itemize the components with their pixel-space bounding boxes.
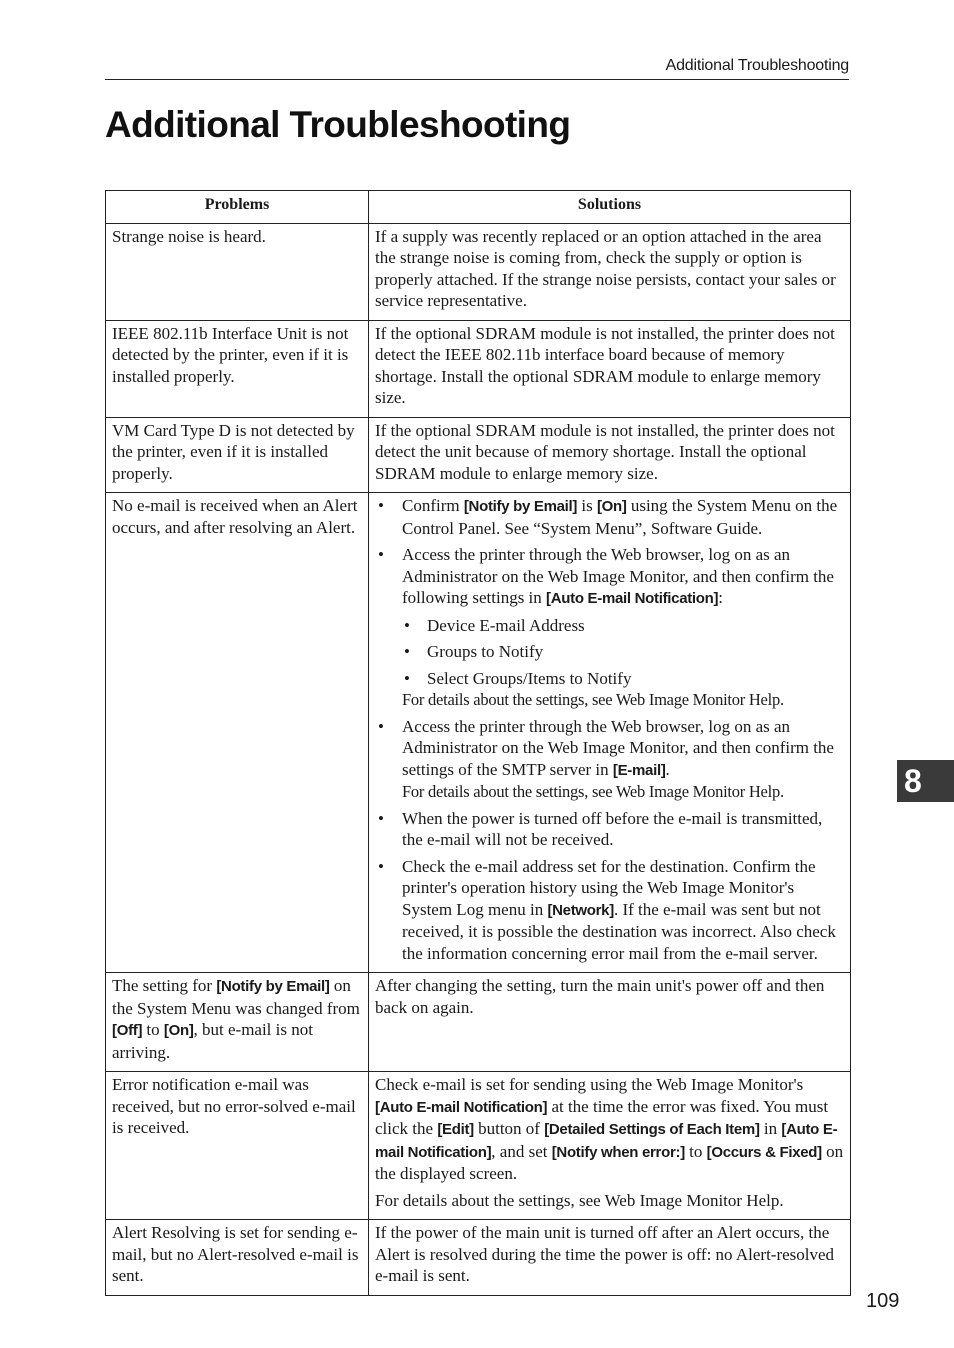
table-row [106, 1220, 851, 1296]
text-run: . [665, 759, 670, 779]
troubleshooting-table [105, 190, 851, 1296]
running-header: Additional Troubleshooting [665, 57, 849, 74]
table-row [106, 1072, 851, 1220]
menu-key: [Auto E-mail Notification] [546, 590, 719, 607]
page-number: 109 [866, 1290, 900, 1312]
text-run: at the time the error was fixed. You must click the [375, 1096, 829, 1138]
text-run: , but e-mail is not arriving. [112, 1020, 313, 1062]
list-item [375, 495, 844, 539]
table-row [106, 320, 851, 417]
solution-cell: If the power of the main unit is turned off after an Alert occurs, the Alert is resolved during the time the power is off: no Alert-resolved e-mail is sent. [369, 1220, 851, 1296]
menu-key: [Edit] [437, 1121, 474, 1138]
menu-key: [Auto E-mail Notification] [375, 1098, 548, 1116]
problem-cell: Alert Resolving is set for sending e-mail, but no Alert-resolved e-mail is sent. [106, 1220, 369, 1296]
problem-cell [106, 973, 369, 1072]
table-row [106, 973, 851, 1072]
table-row [106, 493, 851, 973]
menu-key: [Notify by Email] [463, 498, 578, 515]
list-item [375, 716, 844, 803]
menu-key: [Off] [112, 1022, 143, 1039]
text-run: . If the e-mail was sent but not received, it is possible the destination was incorrect. Also check the information concerning error mail from the e-mail server. [402, 899, 836, 963]
menu-key: [Notify by Email] [216, 978, 330, 995]
menu-key: [Detailed Settings of Each Item] [544, 1121, 760, 1138]
menu-key: [Auto E-mail Notification] [375, 1121, 838, 1161]
sublist-item: • Groups to Notify [402, 641, 844, 663]
list-item [375, 856, 844, 965]
column-header-solutions: Solutions [369, 191, 851, 224]
solution-paragraph: For details about the settings, see Web Image Monitor Help. [375, 1190, 784, 1210]
table-row [106, 417, 851, 493]
text-run: in [759, 1119, 782, 1138]
menu-key: [On] [163, 1022, 194, 1039]
menu-key: [E-mail] [612, 761, 666, 779]
problem-cell: Error notification e-mail was received, but no error-solved e-mail is received. [106, 1072, 369, 1220]
column-header-problems: Problems [106, 191, 369, 224]
text-run: Check the e-mail address set for the destination. Confirm the printer's operation history using the Web Image Monitor's System Log menu in [402, 856, 816, 919]
help-note: For details about the settings, see Web Image Monitor Help. [402, 690, 784, 709]
text-run: Access the printer through the Web browser, log on as an Administrator on the Web Image Monitor, and then confirm the following settings in [402, 545, 834, 607]
text-run: Confirm [402, 496, 464, 515]
solution-cell: If a supply was recently replaced or an option attached in the area the strange noise is coming from, check the supply or option is properly attached. If the strange noise persists, contact your sales or service representative. [369, 223, 851, 320]
solution-bullet-list [375, 495, 844, 964]
text-run: to [142, 1020, 164, 1039]
text-run: on the System Menu was changed from [112, 976, 360, 1018]
problem-cell: VM Card Type D is not detected by the printer, even if it is installed properly. [106, 417, 369, 493]
solution-cell [369, 1072, 851, 1220]
text-run: Check e-mail is set for sending using the Web Image Monitor's [375, 1075, 804, 1094]
text-run: button of [473, 1119, 545, 1138]
menu-key: [Network] [547, 901, 614, 919]
problem-cell: No e-mail is received when an Alert occurs, and after resolving an Alert. [106, 493, 369, 973]
help-note: For details about the settings, see Web Image Monitor Help. [402, 782, 784, 801]
problem-cell: IEEE 802.11b Interface Unit is not detected by the printer, even if it is installed properly. [106, 320, 369, 417]
settings-sublist [402, 615, 844, 690]
chapter-tab: 8 [897, 760, 954, 802]
text-run: : [718, 588, 723, 607]
sublist-item: • Select Groups/Items to Notify [402, 668, 844, 690]
solution-cell: After changing the setting, turn the main unit's power off and then back on again. [369, 973, 851, 1072]
text-run: is [577, 496, 597, 515]
solution-cell [369, 493, 851, 973]
solution-cell: If the optional SDRAM module is not installed, the printer does not detect the IEEE 802.11b interface board because of memory shortage. Install the optional SDRAM module to enlarge memory size. [369, 320, 851, 417]
text-run: on the displayed screen. [375, 1141, 844, 1183]
problem-cell: Strange noise is heard. [106, 223, 369, 320]
page-title: Additional Troubleshooting [105, 104, 571, 145]
table-row [106, 223, 851, 320]
menu-key: [Notify when error:] [551, 1143, 685, 1161]
table-header-row [106, 191, 851, 224]
text-run: , and set [491, 1141, 552, 1161]
text-run: to [684, 1141, 707, 1161]
solution-cell: If the optional SDRAM module is not installed, the printer does not detect the unit because of memory shortage. Install the optional SDRAM module to enlarge memory size. [369, 417, 851, 493]
solution-paragraph [375, 1074, 844, 1185]
header-rule [105, 79, 849, 80]
list-item [375, 544, 844, 711]
text-run: Access the printer through the Web browser, log on as an Administrator on the Web Image Monitor, and then confirm the settings of the SMTP server in [402, 716, 834, 779]
text-run: The setting for [112, 976, 217, 995]
menu-key: [On] [596, 498, 627, 515]
text-run: using the System Menu on the Control Panel. See “System Menu”, Software Guide. [402, 496, 838, 538]
list-item: • When the power is turned off before the e-mail is transmitted, the e-mail will not be received. [375, 808, 844, 851]
sublist-item: • Device E-mail Address [402, 615, 844, 637]
menu-key: [Occurs & Fixed] [706, 1143, 822, 1161]
